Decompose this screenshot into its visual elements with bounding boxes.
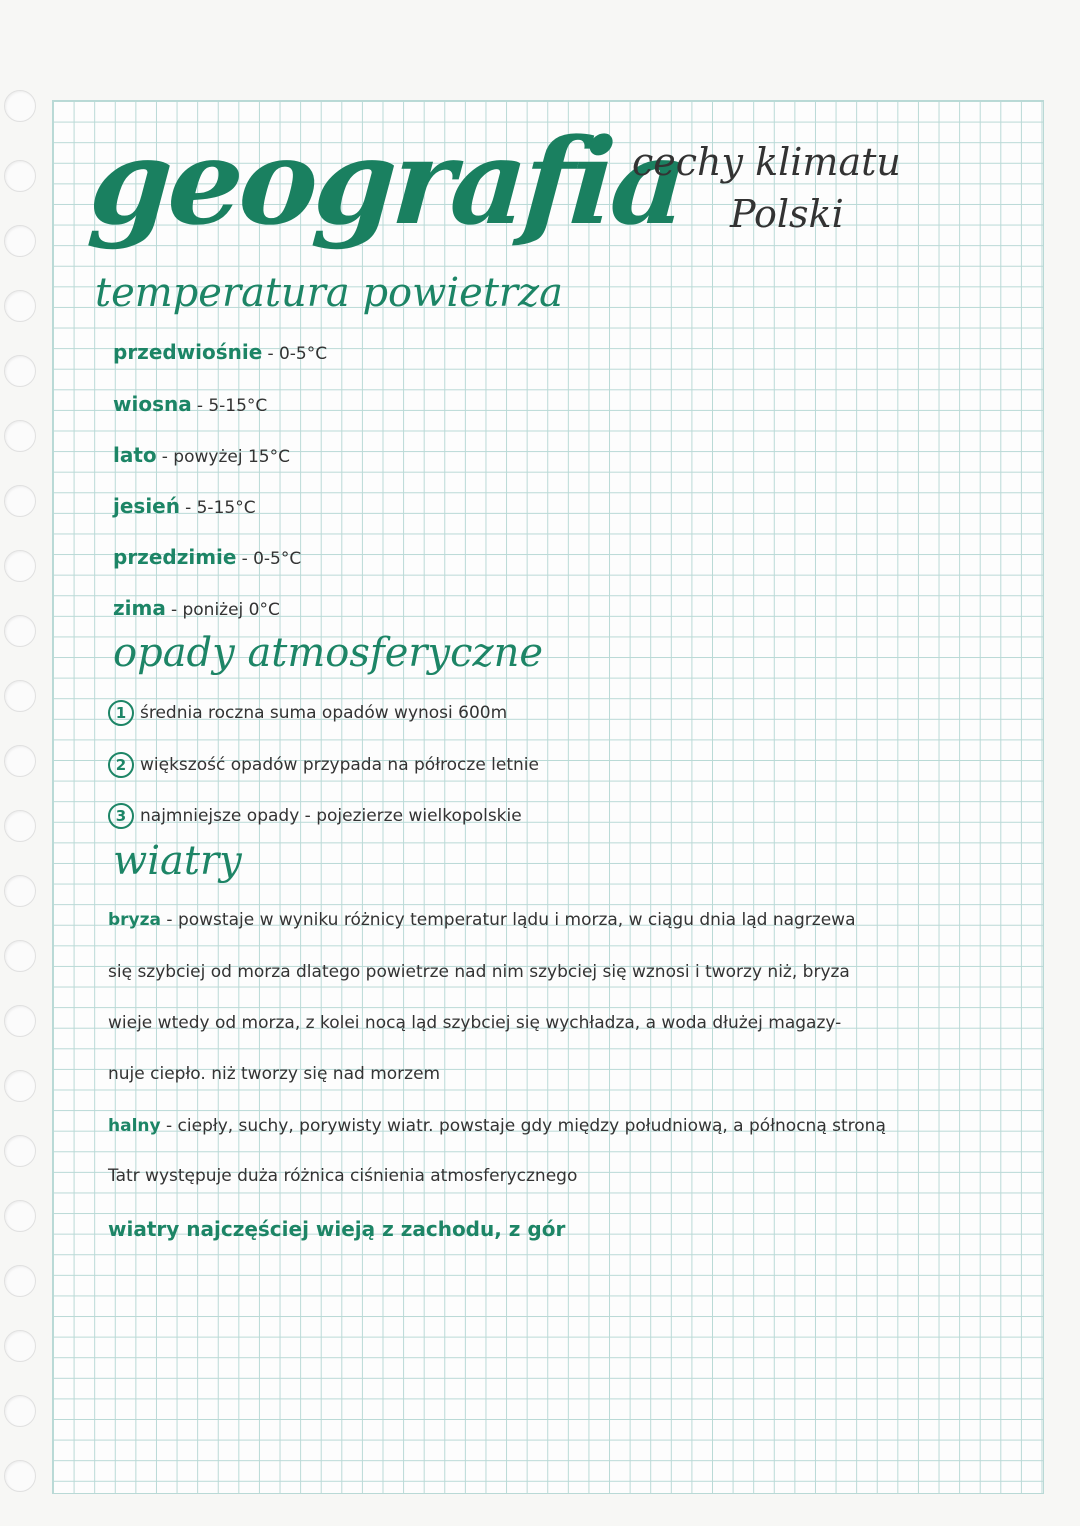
subtitle-line-2: Polski bbox=[730, 192, 844, 236]
temp-row bbox=[113, 494, 256, 518]
winds-conclusion: wiatry najczęściej wieją z zachodu, z gór bbox=[108, 1217, 566, 1241]
binder-hole bbox=[4, 1460, 36, 1492]
halny-text: - ciepły, suchy, porywisty wiatr. powstaje gdy między południową, a północną stroną bbox=[166, 1116, 886, 1136]
binder-hole bbox=[4, 290, 36, 322]
binder-hole bbox=[4, 810, 36, 842]
precip-text: średnia roczna suma opadów wynosi 600m bbox=[140, 703, 508, 723]
temp-value: - powyżej 15°C bbox=[161, 447, 290, 467]
heading-winds: wiatry bbox=[113, 838, 242, 884]
bryza-line: się szybciej od morza dlatego powietrze nad nim szybciej się wznosi i tworzy niż, bryza bbox=[108, 962, 850, 982]
season-label: zima bbox=[113, 596, 166, 620]
bryza-line: wieje wtedy od morza, z kolei nocą ląd szybciej się wychładza, a woda dłużej magazy- bbox=[108, 1013, 842, 1033]
halny-label: halny bbox=[108, 1116, 161, 1136]
binder-hole bbox=[4, 420, 36, 452]
season-label: przedzimie bbox=[113, 545, 237, 569]
binder-hole bbox=[4, 1395, 36, 1427]
number-badge: 3 bbox=[108, 803, 134, 829]
season-label: jesień bbox=[113, 494, 180, 518]
binder-hole bbox=[4, 1265, 36, 1297]
season-label: lato bbox=[113, 443, 157, 467]
bryza-line: nuje ciepło. niż tworzy się nad morzem bbox=[108, 1064, 441, 1084]
binder-hole bbox=[4, 680, 36, 712]
heading-precipitation: opady atmosferyczne bbox=[113, 630, 544, 676]
number-badge: 1 bbox=[108, 700, 134, 726]
precip-text: najmniejsze opady - pojezierze wielkopolskie bbox=[140, 806, 522, 826]
bryza-text: - powstaje w wyniku różnicy temperatur lądu i morza, w ciągu dnia ląd nagrzewa bbox=[166, 910, 856, 930]
precip-item bbox=[108, 700, 507, 726]
binder-hole bbox=[4, 1200, 36, 1232]
temp-row bbox=[113, 596, 280, 620]
binder-hole bbox=[4, 1330, 36, 1362]
binder-hole bbox=[4, 1005, 36, 1037]
binder-hole bbox=[4, 615, 36, 647]
binder-hole bbox=[4, 1070, 36, 1102]
precip-item bbox=[108, 752, 539, 778]
binder-hole bbox=[4, 875, 36, 907]
binder-hole bbox=[4, 940, 36, 972]
temp-value: - 0-5°C bbox=[241, 549, 302, 569]
binder-hole bbox=[4, 160, 36, 192]
precip-item bbox=[108, 803, 522, 829]
halny-line bbox=[108, 1116, 886, 1136]
temp-value: - 5-15°C bbox=[196, 396, 268, 416]
binder-hole bbox=[4, 485, 36, 517]
bryza-line bbox=[108, 910, 856, 930]
season-label: przedwiośnie bbox=[113, 340, 263, 364]
subtitle-line-1: cechy klimatu bbox=[632, 140, 901, 184]
binder-hole bbox=[4, 355, 36, 387]
temp-row bbox=[113, 443, 290, 467]
binder-hole bbox=[4, 1135, 36, 1167]
binder-holes bbox=[0, 0, 50, 1526]
temp-value: - 5-15°C bbox=[185, 498, 256, 518]
bryza-label: bryza bbox=[108, 910, 162, 930]
binder-hole bbox=[4, 550, 36, 582]
temp-row bbox=[113, 545, 301, 569]
temp-value: - 0-5°C bbox=[267, 344, 328, 364]
season-label: wiosna bbox=[113, 392, 192, 416]
page-title: geografia bbox=[85, 112, 689, 251]
number-badge: 2 bbox=[108, 752, 134, 778]
temp-row bbox=[113, 392, 267, 416]
temp-value: - poniżej 0°C bbox=[170, 600, 280, 620]
binder-hole bbox=[4, 745, 36, 777]
precip-text: większość opadów przypada na półrocze letnie bbox=[140, 755, 539, 775]
halny-line: Tatr występuje duża różnica ciśnienia atmosferycznego bbox=[108, 1166, 578, 1186]
binder-hole bbox=[4, 225, 36, 257]
binder-hole bbox=[4, 90, 36, 122]
heading-temperature: temperatura powietrza bbox=[95, 270, 563, 316]
temp-row bbox=[113, 340, 327, 364]
